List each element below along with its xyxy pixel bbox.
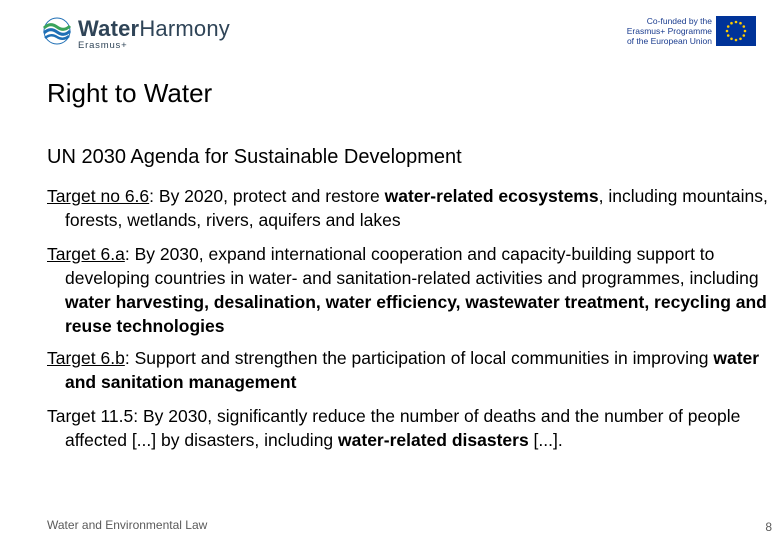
brand-word-2: Harmony bbox=[139, 16, 230, 41]
brand-name bbox=[78, 16, 230, 42]
target-label: Target 11.5 bbox=[47, 406, 134, 426]
target-text-end: [...]. bbox=[528, 430, 563, 450]
target-bold: water harvesting, desalination, water efficiency, wastewater treatment, recycling and reuse technologies bbox=[65, 292, 767, 336]
water-harmony-logo bbox=[40, 14, 240, 50]
target-bold: water-related disasters bbox=[338, 430, 529, 450]
eu-flag-icon bbox=[716, 16, 756, 46]
target-6-6 bbox=[47, 184, 775, 232]
brand-sub: Erasmus+ bbox=[78, 40, 128, 51]
target-text: Support and strengthen the participation of local communities in improving bbox=[134, 348, 714, 368]
target-text-end: , including mountains, forests, wetlands, rivers, aquifers and lakes bbox=[65, 186, 768, 230]
target-bold: water and sanitation management bbox=[65, 348, 760, 392]
target-sep: : bbox=[124, 348, 135, 368]
eu-line-1: Co-funded by the bbox=[646, 16, 712, 26]
brand-word-1: Water bbox=[78, 16, 140, 41]
target-6-b bbox=[47, 346, 775, 394]
target-text: By 2030, significantly reduce the number of deaths and the number of people affected [...] by disasters, including bbox=[65, 406, 741, 450]
slide-subtitle: UN 2030 Agenda for Sustainable Development bbox=[47, 146, 462, 168]
target-label: Target 6.b bbox=[47, 348, 125, 368]
target-bold: water-related ecosystems bbox=[384, 186, 599, 206]
target-label: Target no 6.6 bbox=[47, 186, 150, 206]
target-text: By 2020, protect and restore bbox=[158, 186, 385, 206]
target-sep: : bbox=[133, 406, 143, 426]
slide-title: Right to Water bbox=[47, 78, 213, 108]
page-number: 8 bbox=[765, 520, 772, 534]
footer-course: Water and Environmental Law bbox=[47, 518, 208, 532]
target-sep: : bbox=[149, 186, 159, 206]
wave-logo-icon bbox=[40, 16, 74, 46]
target-6-a bbox=[47, 242, 775, 338]
target-sep: : bbox=[124, 244, 135, 264]
eu-line-2: Erasmus+ Programme bbox=[626, 26, 712, 36]
eu-line-3: of the European Union bbox=[626, 36, 712, 46]
target-text: By 2030, expand international cooperation and capacity-building support to developing countries in water- and sanitation-related activities and programmes, including bbox=[65, 244, 759, 288]
target-11-5 bbox=[47, 404, 775, 452]
eu-cofunding-text bbox=[620, 16, 712, 46]
target-label: Target 6.a bbox=[47, 244, 125, 264]
